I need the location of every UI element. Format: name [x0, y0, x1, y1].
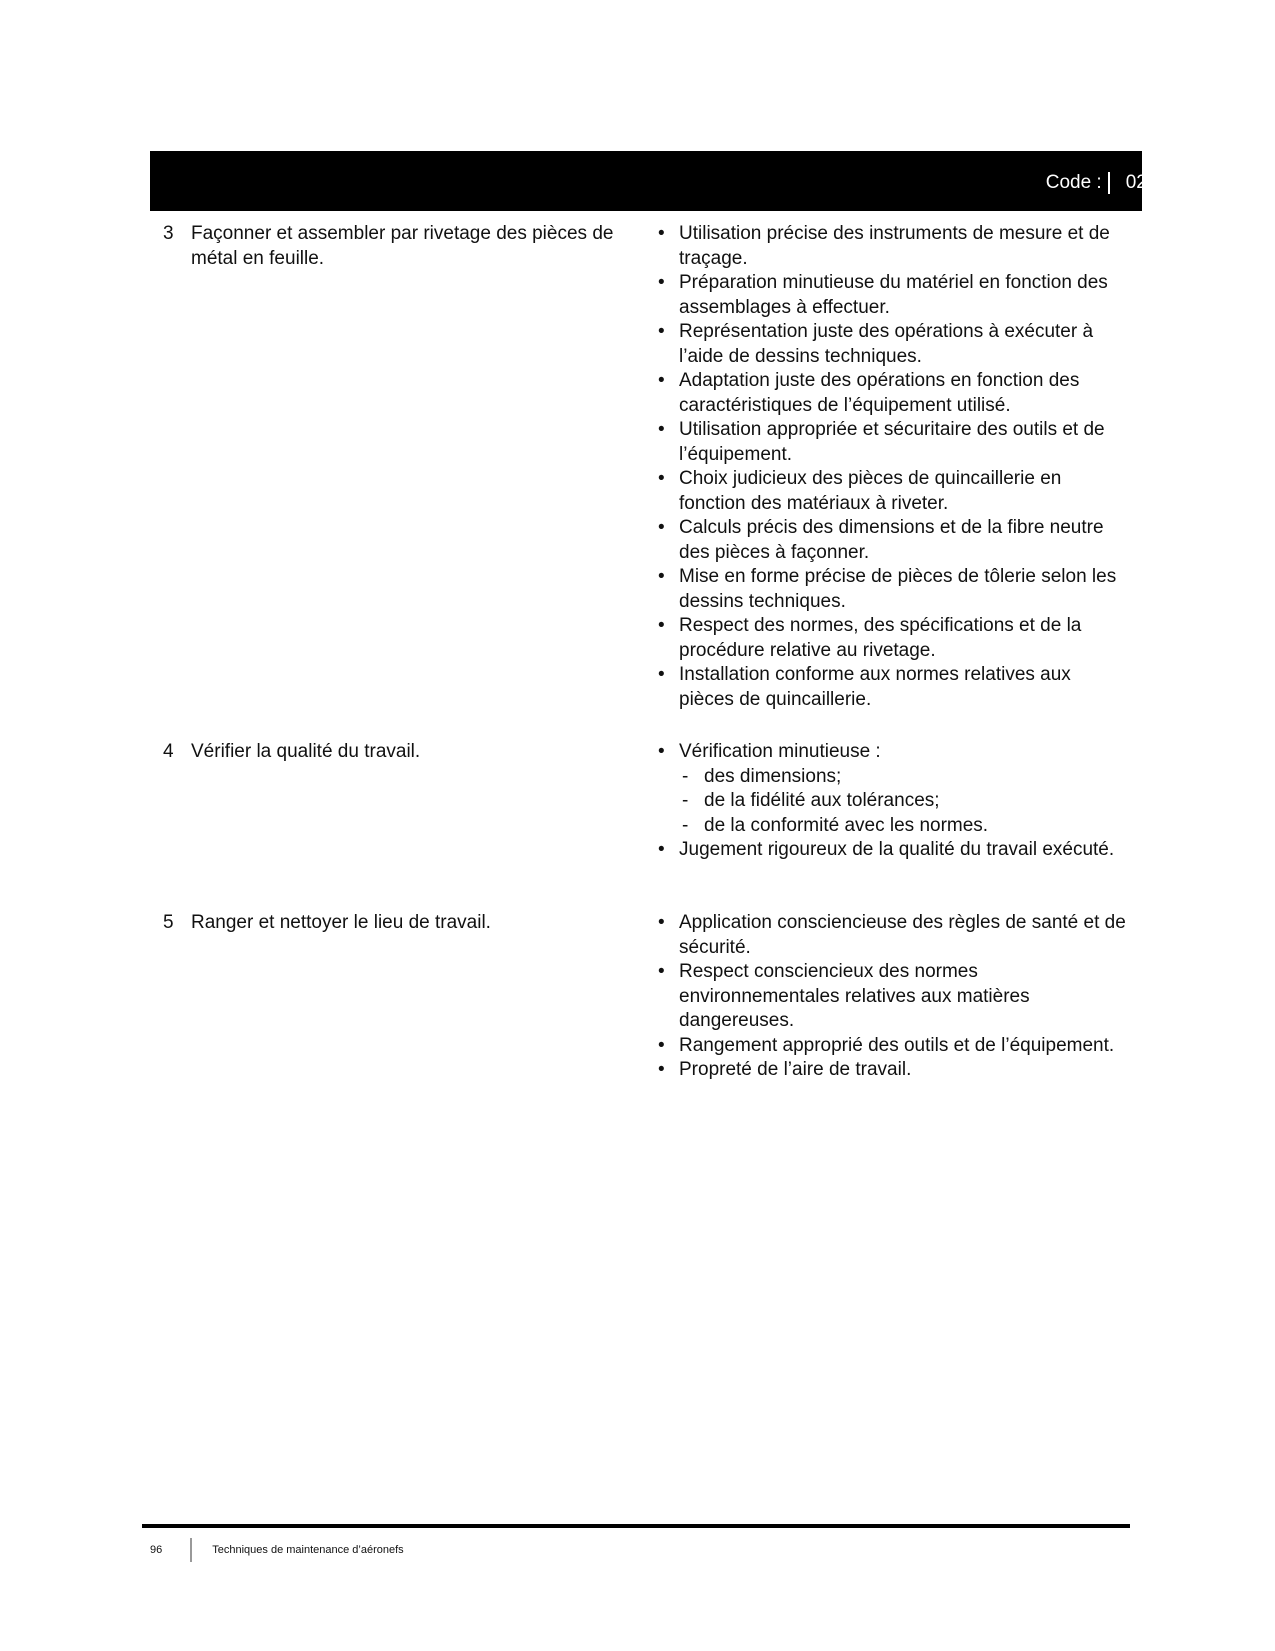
criterion-text: Vérification minutieuse :	[679, 741, 881, 762]
step-description	[163, 911, 658, 1083]
step-description	[163, 740, 658, 863]
criteria-list	[658, 740, 1128, 863]
step-text: Façonner et assembler par rivetage des pièces de métal en feuille.	[191, 223, 614, 269]
criterion-subitem: - des dimensions;	[679, 765, 1128, 790]
criterion-item: • Adaptation juste des opérations en fonction des caractéristiques de l’équipement utilisé.	[658, 369, 1128, 418]
criteria-list	[658, 222, 1128, 712]
criterion-subitem: - de la conformité avec les normes.	[679, 814, 1128, 839]
step-text: Vérifier la qualité du travail.	[191, 741, 421, 762]
criterion-subitem: - de la fidélité aux tolérances;	[679, 789, 1128, 814]
criterion-subitems	[679, 765, 1128, 839]
code-value: 0252	[1125, 172, 1168, 193]
criterion-item: • Respect des normes, des spécifications et de la procédure relative au rivetage.	[658, 614, 1128, 663]
footer-rule	[142, 1524, 1130, 1528]
criteria-list	[658, 911, 1128, 1083]
criterion-item: • Installation conforme aux normes relatives aux pièces de quincaillerie.	[658, 663, 1128, 712]
step-row-5	[163, 911, 1128, 1083]
criterion-item: • Calculs précis des dimensions et de la fibre neutre des pièces à façonner.	[658, 516, 1128, 565]
step-number: 3	[163, 223, 174, 244]
criterion-item: • Rangement approprié des outils et de l’équipement.	[658, 1034, 1128, 1059]
page-footer	[150, 1538, 404, 1562]
performance-criteria	[658, 740, 1128, 863]
criterion-item: • Représentation juste des opérations à exécuter à l’aide de dessins techniques.	[658, 320, 1128, 369]
page-number: 96	[150, 1544, 163, 1556]
performance-criteria	[658, 222, 1128, 712]
program-title: Techniques de maintenance d’aéronefs	[212, 1544, 404, 1556]
criterion-item	[658, 740, 1128, 838]
footer-separator	[190, 1538, 192, 1562]
step-description	[163, 222, 658, 712]
criterion-item: • Respect consciencieux des normes environnementales relatives aux matières dangereuses.	[658, 960, 1128, 1034]
criterion-item: • Mise en forme précise de pièces de tôlerie selon les dessins techniques.	[658, 565, 1128, 614]
criterion-item: • Propreté de l’aire de travail.	[658, 1058, 1128, 1083]
criterion-item: • Utilisation précise des instruments de mesure et de traçage.	[658, 222, 1128, 271]
code-separator	[1108, 172, 1110, 194]
step-row-4	[163, 740, 1128, 863]
criterion-item: • Choix judicieux des pièces de quincaillerie en fonction des matériaux à riveter.	[658, 467, 1128, 516]
criterion-item: • Jugement rigoureux de la qualité du travail exécuté.	[658, 838, 1128, 863]
header-bar	[150, 151, 1142, 211]
criterion-item: • Préparation minutieuse du matériel en fonction des assemblages à effectuer.	[658, 271, 1128, 320]
criterion-item: • Utilisation appropriée et sécuritaire des outils et de l’équipement.	[658, 418, 1128, 467]
code-label: Code :	[1045, 172, 1102, 193]
step-text: Ranger et nettoyer le lieu de travail.	[191, 912, 491, 933]
step-row-3	[163, 222, 1128, 712]
step-number: 4	[163, 741, 174, 762]
performance-criteria	[658, 911, 1128, 1083]
course-code	[1046, 172, 1168, 194]
criterion-item: • Application consciencieuse des règles de santé et de sécurité.	[658, 911, 1128, 960]
step-number: 5	[163, 912, 174, 933]
